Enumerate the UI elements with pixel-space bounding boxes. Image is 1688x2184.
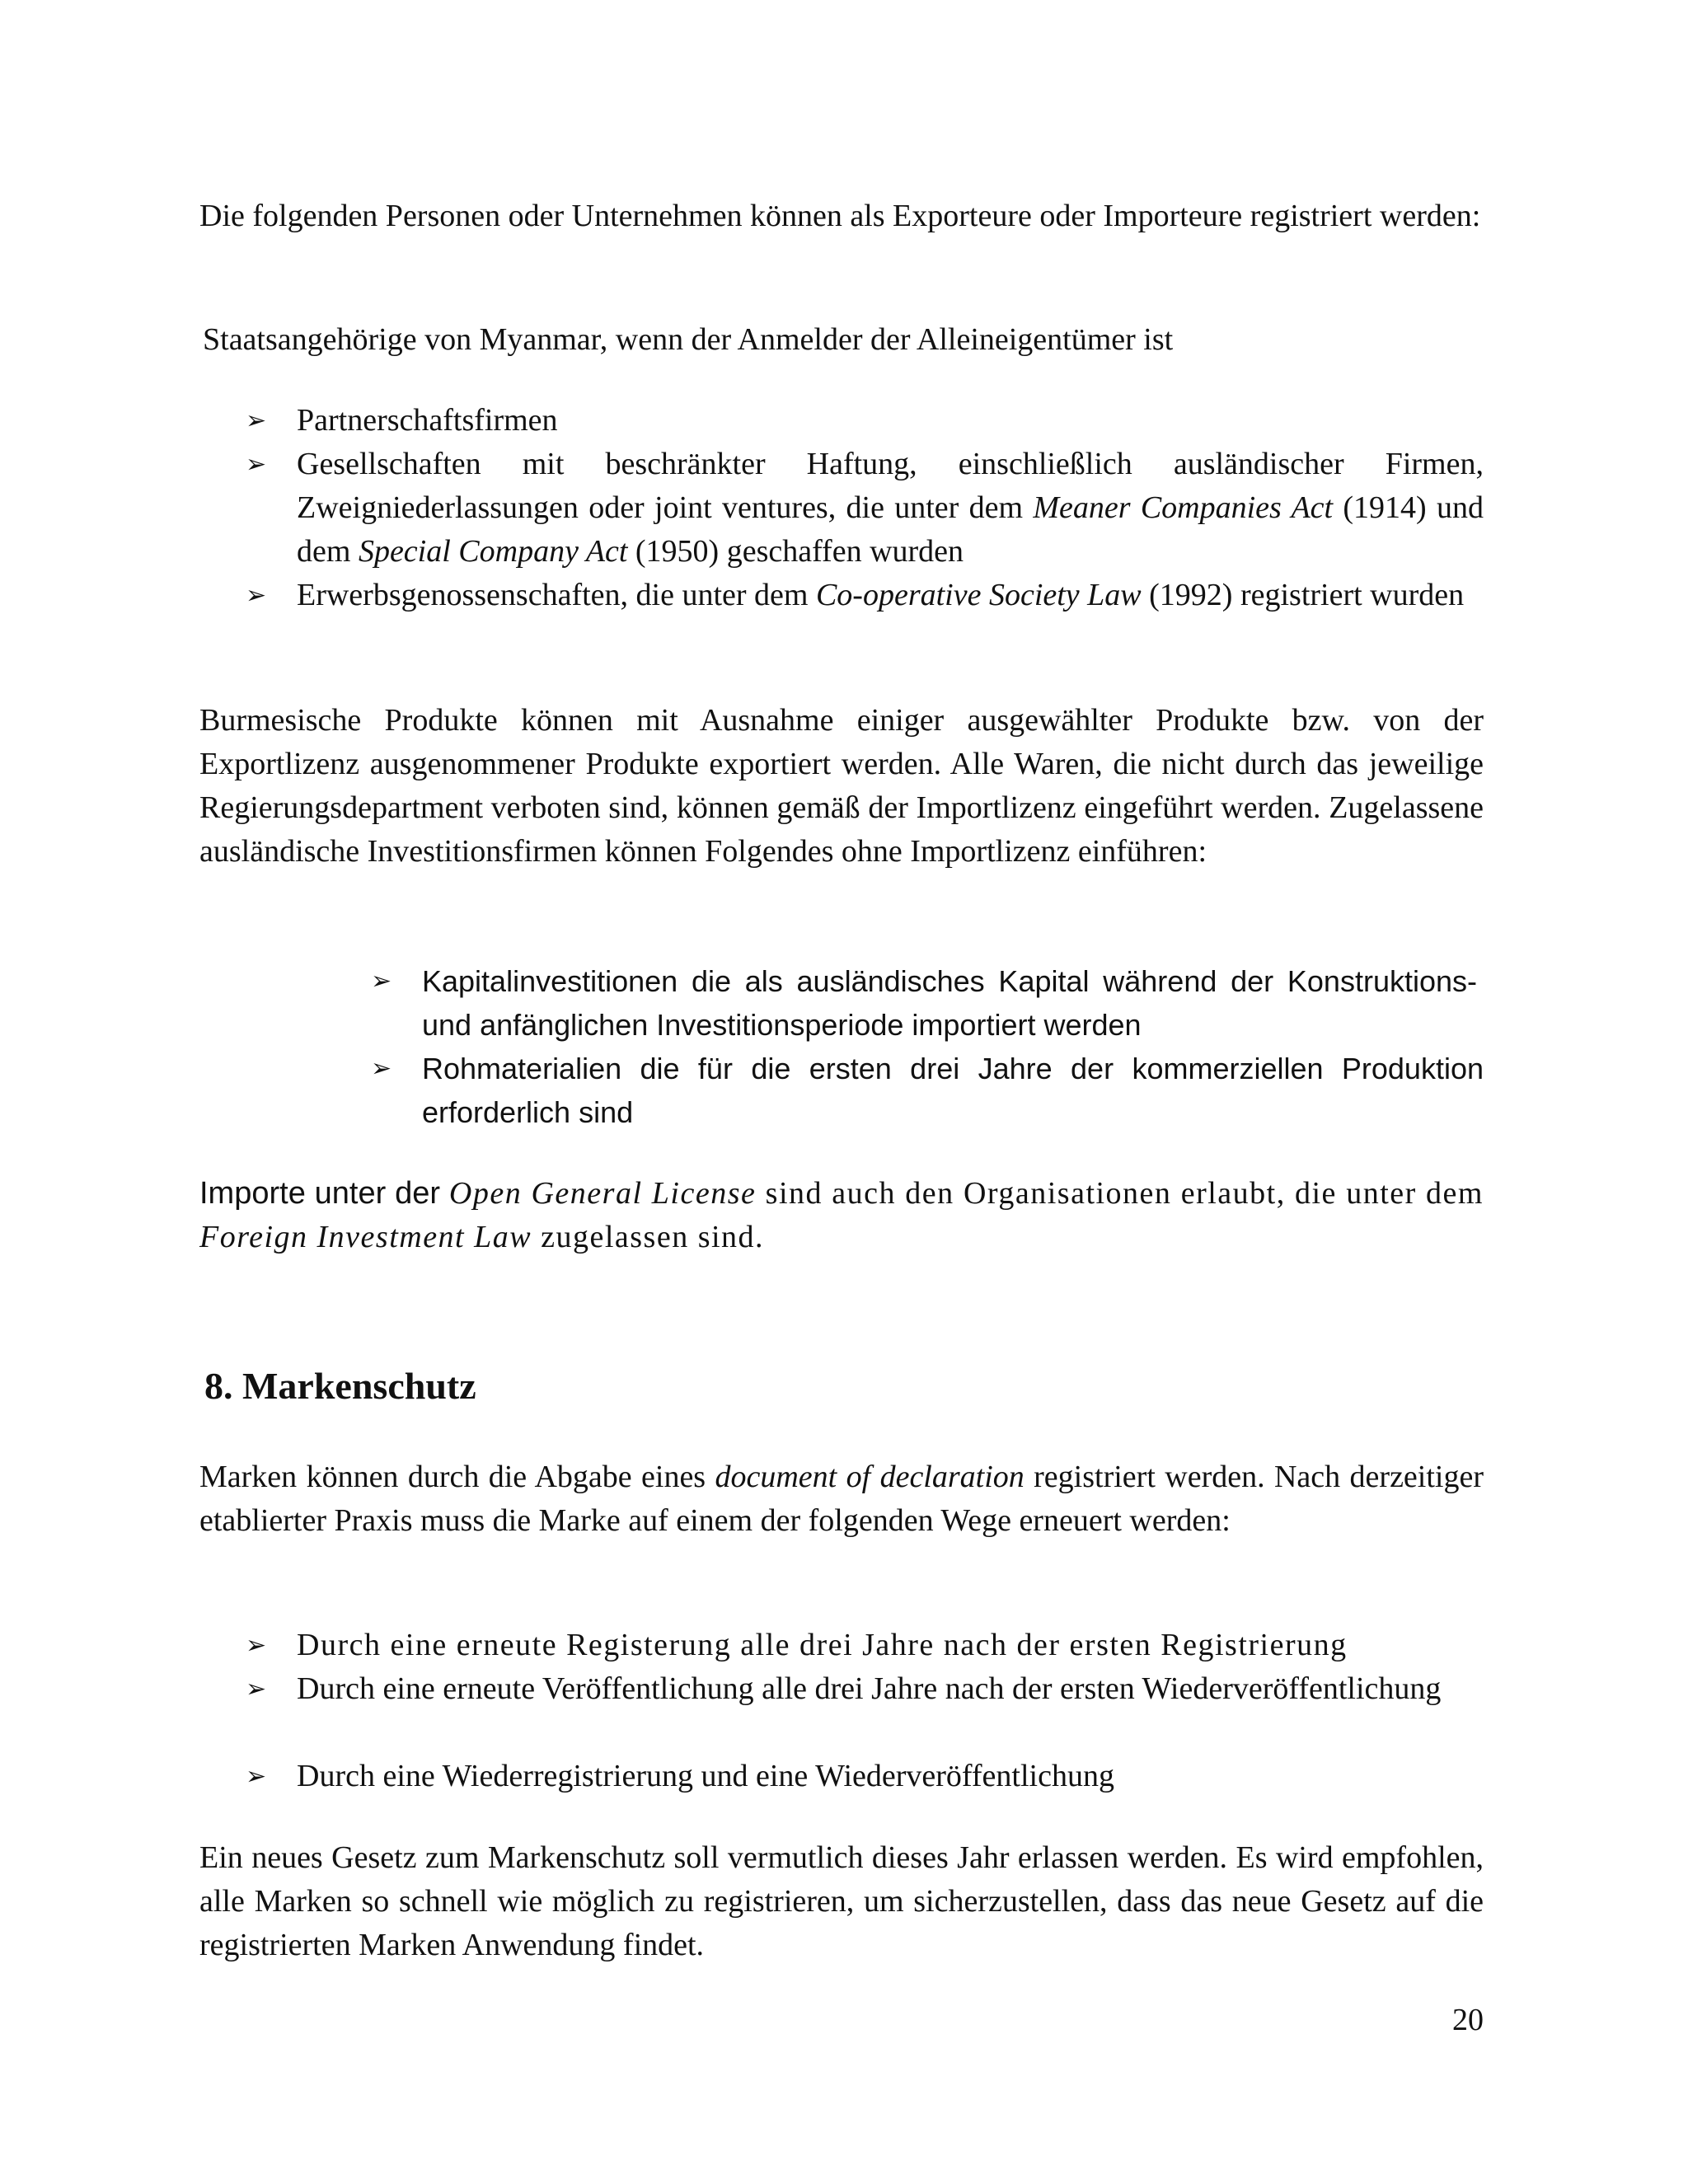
list-item <box>246 1624 1484 1667</box>
marken-intro-paragraph: Marken können durch die Abgabe eines document of declaration registriert werden. Nach derzeitiger etablierter Praxis muss die Marke auf einem der folgenden Wege erneuert werden: <box>199 1460 1484 1538</box>
bullet-arrow-icon: ➢ <box>371 1054 392 1083</box>
section-heading: 8. Markenschutz <box>204 1365 476 1407</box>
nationals-line: Staatsangehörige von Myanmar, wenn der Anmelder der Alleineigentümer ist <box>203 322 1174 357</box>
list-item <box>246 443 1484 574</box>
bullet-arrow-icon: ➢ <box>246 1762 267 1791</box>
bullet-arrow-icon: ➢ <box>246 406 267 435</box>
list-item <box>246 1755 1484 1798</box>
open-license-paragraph: Importe unter der Open General License sind auch den Organisationen erlaubt, die unter dem Foreign Investment Law zugelassen sind. <box>199 1176 1484 1254</box>
list-item-text: Durch eine erneute Registerung alle drei Jahre nach der ersten Registrierung <box>297 1628 1348 1662</box>
closing-paragraph: Ein neues Gesetz zum Markenschutz soll vermutlich dieses Jahr erlassen werden. Es wird empfohlen, alle Marken so schnell wie möglich zu registrieren, um sicherzustellen, dass das neue Gesetz auf die registrierten Marken Anwendung findet. <box>199 1840 1484 1962</box>
bullet-arrow-icon: ➢ <box>246 1631 268 1660</box>
intro-paragraph: Die folgenden Personen oder Unternehmen können als Exporteure oder Importeure registriert werden: <box>199 199 1481 233</box>
bullet-arrow-icon: ➢ <box>371 967 392 996</box>
list-item-text: Durch eine Wiederregistrierung und eine Wiederveröffentlichung <box>297 1759 1114 1793</box>
bullet-arrow-icon: ➢ <box>246 450 267 479</box>
list-item <box>246 399 1484 443</box>
list-item-text: Rohmaterialien die für die ersten drei Jahre der kommerziellen Produktion erforderlich sind <box>422 1052 1484 1129</box>
list-item <box>246 1667 1484 1711</box>
list-item-text: Partnerschaftsfirmen <box>297 403 558 438</box>
page-number: 20 <box>1452 2003 1484 2037</box>
list-item <box>371 1047 1484 1134</box>
list-item <box>371 959 1477 1047</box>
list-item-text: Gesellschaften mit beschränkter Haftung, einschließlich ausländischer Firmen, Zweigniederlassungen oder joint ventures, die unter dem Meaner Companies Act (1914) und dem Special Company Act (1950) geschaffen wurden <box>297 447 1484 569</box>
list-item-text: Kapitalinvestitionen die als ausländisches Kapital während der Konstruktions- und anfänglichen Investitionsperiode importiert werden <box>422 964 1477 1042</box>
bullet-arrow-icon: ➢ <box>246 1675 267 1704</box>
list-item-text: Erwerbsgenossenschaften, die unter dem Co-operative Society Law (1992) registriert wurden <box>297 578 1465 612</box>
bullet-arrow-icon: ➢ <box>246 581 267 610</box>
list-item-text: Durch eine erneute Veröffentlichung alle drei Jahre nach der ersten Wiederveröffentlichung <box>297 1671 1442 1706</box>
products-paragraph: Burmesische Produkte können mit Ausnahme einiger ausgewählter Produkte bzw. von der Exportlizenz ausgenommener Produkte exportiert werden. Alle Waren, die nicht durch das jeweilige Regierungsdepartment verboten sind, können gemäß der Importlizenz eingeführt werden. Zugelassene ausländische Investitionsfirmen können Folgendes ohne Importlizenz einführen: <box>199 703 1484 869</box>
list-item <box>246 574 1484 617</box>
